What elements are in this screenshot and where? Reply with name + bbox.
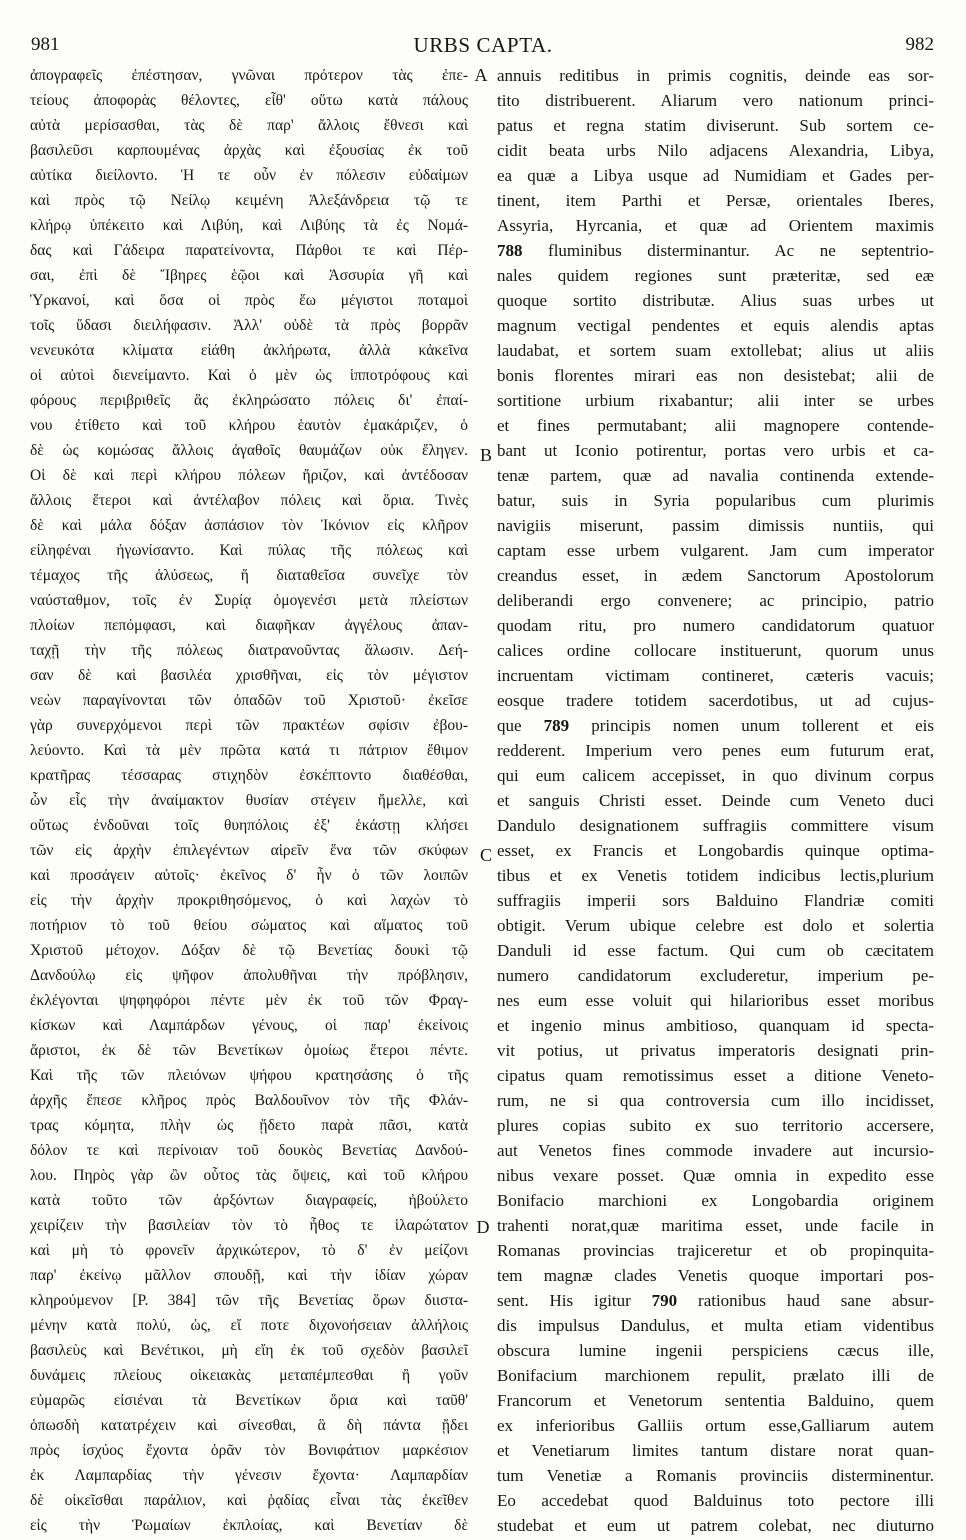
greek-line: κληρούμενον [P. 384] τῶν τῆς Βενετίας ὅρων διιστα- bbox=[30, 1292, 468, 1309]
greek-line: αὐτίκα διείλοντο. Ἡ τε οὖν ἐν πόλεσιν εὐδαίμων bbox=[30, 167, 468, 184]
latin-line: annuis reditibus in primis cognitis, deinde eas sor- bbox=[497, 66, 934, 85]
latin-line: tem magnæ clades Venetis quoque importari pos- bbox=[497, 1266, 934, 1285]
greek-line: αὐτὰ μερίσασθαι, τὰς δὲ παρ' ἄλλοις ἔθνεσι καὶ bbox=[30, 117, 468, 134]
line-segment: principis nomen unum tollerent et eis bbox=[569, 716, 934, 735]
latin-line: eosque tradere totidem sacerdotibus, ut ad cujus- bbox=[497, 691, 934, 710]
latin-line: et fines permutabant; alii magnopere contende- bbox=[497, 416, 934, 435]
greek-line: λου. Πηρὸς γὰρ ὢν οὗτος τὰς ὄψεις, καὶ τοῦ κλήρου bbox=[30, 1167, 468, 1184]
latin-line: bant ut Iconio potirentur, portas vero urbis et ca- bbox=[497, 441, 934, 460]
column-number-right: 982 bbox=[905, 34, 934, 55]
latin-line bbox=[497, 1288, 934, 1313]
latin-line bbox=[497, 238, 934, 263]
latin-line: deliberandi ergo convenere; ac principio, patrio bbox=[497, 591, 934, 610]
line-segment: que bbox=[497, 716, 544, 735]
greek-line: Δανδούλῳ εἰς ψῆφον ἀπολυθῆναι τὴν πρόβλησιν, bbox=[30, 967, 468, 984]
greek-line: οἱ αὐτοὶ διενείμαντο. Καὶ ὁ μὲν ὡς ἱπποτρόφους καὶ bbox=[30, 367, 468, 384]
greek-line: δὲ καὶ μάλα δόξαν ἀσπάσιον τὸν Ἰκόνιον εἰς κλῆρον bbox=[30, 517, 468, 534]
greek-line: τέμαχος τῆς ἁλύσεως, ἥ διαταθεῖσα συνεῖχε τὸν bbox=[30, 567, 468, 584]
greek-line: κατὰ τοῦτο τῶν ἀρξόντων διαγραφείς, ἠβούλετο bbox=[30, 1192, 468, 1209]
latin-line: nales quidem regiones sunt præteritæ, sed eæ bbox=[497, 266, 934, 285]
greek-line: σαι, ἐπὶ δὲ Ἴβηρες ἑῷοι καὶ Ἀσσυρία γῆ καὶ bbox=[30, 267, 468, 284]
latin-line: laudabat, et sortem suam extollebat; alius ut aliis bbox=[497, 341, 934, 360]
latin-line: et Venetiarum limites tantum distare norat quan- bbox=[497, 1441, 934, 1460]
greek-line: καὶ πρὸς τῷ Νείλῳ κειμένη Ἀλεξάνδρεια τῷ τε bbox=[30, 192, 468, 209]
latin-line: vit potius, ut privatus imperatoris designati prin- bbox=[497, 1041, 934, 1060]
greek-line: πλοίων πεπόμφασι, καὶ διαφῆκαν ἀγγέλους ἀπαν- bbox=[30, 617, 468, 634]
latin-line: incruentam victimam contineret, cæteris vacuis; bbox=[497, 666, 934, 685]
greek-line: ἀρχῆς ἔπεσε κλῆρος πρὸς Βαλδουῖνον τὸν τῆς Φλάν- bbox=[30, 1092, 468, 1109]
latin-line: rum, ne si qua controversia cum illo incidisset, bbox=[497, 1091, 934, 1110]
greek-line: τοῖς ὕδασι διειλήφασιν. Ἀλλ' οὐδὲ τὰ πρὸς βορρᾶν bbox=[30, 317, 468, 334]
margin-letter-b: B bbox=[479, 445, 492, 465]
latin-line: Bonifacium marchionem repulit, prælato illi de bbox=[497, 1366, 934, 1385]
greek-line: κίσκων καὶ Λαμπάρδων γένους, οἱ παρ' ἐκείνοις bbox=[30, 1017, 468, 1034]
latin-line: quodam ritu, pro numero candidatorum quatuor bbox=[497, 616, 934, 635]
column-number-left: 981 bbox=[31, 34, 60, 55]
margin-letter-d: D bbox=[476, 1217, 490, 1237]
latin-line: tibus et ex Venetis totidem indicibus lectis,plurium bbox=[497, 866, 934, 885]
greek-line: τῶν εἰς ἀρχὴν ἐπιλεγέντων αἱρεῖν ἕνα τῶν σκύφων bbox=[30, 842, 468, 859]
margin-column-number: 790 bbox=[651, 1291, 678, 1310]
greek-line: μένην κατὰ πολύ, ὡς, εἴ ποτε διχονοήσειαν ἀλλήλοις bbox=[30, 1317, 468, 1334]
greek-line: ὧν εἷς τὴν ἀναίμακτον θυσίαν στέγειν ἤμελλε, καὶ bbox=[30, 792, 468, 809]
greek-line: τρας κόμητα, πλὴν ὡς ᾔδετο παρὰ πᾶσι, κατὰ bbox=[30, 1117, 468, 1134]
latin-line: obtigit. Verum ubique celebre est dolo et solertia bbox=[497, 916, 934, 935]
greek-line: τείους ἀποφορὰς θέλοντες, εἶθ' οὕτω κατὰ πάλους bbox=[30, 92, 468, 109]
margin-letter-a: A bbox=[474, 65, 488, 85]
greek-line: νου ἐτίθετο καὶ τοῦ κλήρου ἑαυτὸν ἐμακάριζεν, ὁ bbox=[30, 417, 468, 434]
latin-line: tito distribuerent. Aliarum vero nationum princi- bbox=[497, 91, 934, 110]
greek-line: Χριστοῦ μέτοχον. Δόξαν δὲ τῷ Βενετίας δουκὶ τῷ bbox=[30, 942, 468, 959]
latin-line: navigiis miserunt, passim dimissis nuntiis, qui bbox=[497, 516, 934, 535]
greek-line: παρ' ἐκείνῳ μᾶλλον σπουδῇ, καὶ τὴν ἰδίαν χώραν bbox=[30, 1267, 468, 1284]
latin-line: ex inferioribus Galliis ortum esse,Galliarum autem bbox=[497, 1416, 934, 1435]
greek-line: δὲ οἰκεῖσθαι παράλιον, καὶ ῥᾳδίας εἶναι τὰς ἐκεῖθεν bbox=[30, 1492, 468, 1509]
greek-line: Καὶ τῆς τῶν πλειόνων ψήφου κρατησάσης ὁ τῆς bbox=[30, 1067, 468, 1084]
greek-line: βασιλεῦσι καρπουμένας ἀρχὰς καὶ ἐξουσίας ἐκ τοῦ bbox=[30, 142, 468, 159]
latin-line: tum Venetiæ a Romanis provinciis disterminentur. bbox=[497, 1466, 934, 1485]
greek-line: λεύοντο. Καὶ τὰ μὲν πρῶτα κατά τι πάτριον ἔθιμον bbox=[30, 742, 468, 759]
greek-line: ποτήριον τὸ τοῦ θείου σώματος καὶ αἵματος τοῦ bbox=[30, 917, 468, 934]
greek-line: κλήρῳ ὑπέκειτο καὶ Λιβύη, καὶ Λιβύης τὰ ἐς Νομά- bbox=[30, 217, 468, 234]
latin-line: esset, ex Francis et Longobardis quinque optima- bbox=[497, 841, 934, 860]
greek-line: οὕτως ἐνδοῦναι τοῖς θυηπόλοις ἐξ' ἑκάστῃ κλήσει bbox=[30, 817, 468, 834]
greek-line: ναύσταθμον, τοῖς ἐν Συρίᾳ ὁμογενέσι μετὰ πλείστων bbox=[30, 592, 468, 609]
greek-line: εἰς τὴν ἀρχὴν προκριθησόμενος, ὁ καὶ λαχὼν τὸ bbox=[30, 892, 468, 909]
greek-line: εἰληφέναι ἠγωνίσαντο. Καὶ πύλας τῆς πόλεως καὶ bbox=[30, 542, 468, 559]
latin-line: sortitione urbium rixabantur; alii inter se urbes bbox=[497, 391, 934, 410]
latin-line: Romanas provincias trajiceretur et ob propinquita- bbox=[497, 1241, 934, 1260]
margin-column-number: 788 bbox=[497, 241, 523, 260]
greek-line: σαν δὲ καὶ βασιλέα χρισθῆναι, εἰς τὸν μέγιστον bbox=[30, 667, 468, 684]
latin-text-column bbox=[497, 63, 934, 1538]
latin-line: magnum vectigal pendentes et equis alendis aptas bbox=[497, 316, 934, 335]
latin-line: tenæ partem, quæ ad navalia continenda extende- bbox=[497, 466, 934, 485]
greek-line: Οἱ δὲ καὶ περὶ κλήρου πόλεων ἤριζον, καὶ ἀντέδοσαν bbox=[30, 467, 468, 484]
greek-line: καὶ προσάγειν αὐτοῖς· ἐκεῖνος δ' ἦν ὁ τῶν λοιπῶν bbox=[30, 867, 468, 884]
latin-line: bonis florentes mirari eas non desistebat; alii de bbox=[497, 366, 934, 385]
latin-line: et sanguis Christi esset. Deinde cum Veneto duci bbox=[497, 791, 934, 810]
greek-line: ἀπογραφεῖς ἐπέστησαν, γνῶναι πρότερον τὰς ἐπε- bbox=[30, 67, 468, 84]
latin-line: Eo accedebat quod Balduinus toto pectore illi bbox=[497, 1491, 934, 1510]
latin-line: captam esse urbem vulgarent. Jam cum imperator bbox=[497, 541, 934, 560]
greek-line: ὁπωσδὴ κατατρέχειν καὶ σίνεσθαι, ἃ δὴ πάντα ᾔδει bbox=[30, 1417, 468, 1434]
latin-line: trahenti norat,quæ maritima esset, unde facile in bbox=[497, 1216, 934, 1235]
margin-column-number: 789 bbox=[543, 716, 570, 735]
greek-line: δυνάμεις πλείους οἰκειακὰς μεταπέμπεσθαι ἢ γοῦν bbox=[30, 1367, 468, 1384]
greek-line: δόλον τε καὶ περίνοιαν τοῦ δουκὸς Βενετίας Δανδού- bbox=[30, 1142, 468, 1159]
latin-line: Francorum et Venetorum sententia Balduino, quem bbox=[497, 1391, 934, 1410]
latin-line: numero candidatorum excluderetur, imperium pe- bbox=[497, 966, 934, 985]
latin-line: suffragiis imperii sors Balduino Flandriæ comiti bbox=[497, 891, 934, 910]
greek-line: δας καὶ Γάδειρα παρατείνοντα, Πάρθοι τε καὶ Πέρ- bbox=[30, 242, 468, 259]
latin-line: plures copias subito ex suo territorio accersere, bbox=[497, 1116, 934, 1135]
line-segment: sent. His igitur bbox=[497, 1291, 652, 1310]
greek-line: εἰς τὴν Ῥωμαίων ἐκπλοίας, καὶ Βενετίαν δὲ bbox=[30, 1517, 468, 1534]
running-title: URBS CAPTA. bbox=[413, 33, 553, 57]
greek-line: ταχῇ τὴν τῆς πόλεως διατρανοῦντας ἅλωσιν. Δεή- bbox=[30, 642, 468, 659]
latin-line: obscura lumine ingenii perspiciens cæcus ille, bbox=[497, 1341, 934, 1360]
greek-line: βασιλεὺς καὶ Βενέτικοι, μὴ εἴη ἐκ τοῦ σχεδὸν βασιλεῖ bbox=[30, 1342, 468, 1359]
latin-line: batur, suis in Syria popularibus cum plurimis bbox=[497, 491, 934, 510]
greek-line: καὶ μὴ τὸ φρονεῖν ἀρχικώτερον, τὸ δ' ἐν μείζονι bbox=[30, 1242, 468, 1259]
greek-line: ἄλλοις ἕτεροι καὶ ἀντέλαβον πόλεις καὶ ὅρια. Τινὲς bbox=[30, 492, 468, 509]
latin-line: et ingenio minus ambitioso, quanquam id specta- bbox=[497, 1016, 934, 1035]
latin-line: ea quæ a Libya usque ad Numidiam et Gades per- bbox=[497, 166, 934, 185]
latin-line: qui eum calicem accepisset, in quo divinum corpus bbox=[497, 766, 934, 785]
line-segment: fluminibus disterminantur. Ac ne septentrio- bbox=[522, 241, 934, 260]
latin-line: Danduli id esse factum. Qui cum ob cæcitatem bbox=[497, 941, 934, 960]
greek-line: γὰρ συνερχόμενοι περὶ τῶν πρακτέων σφίσιν ἐβου- bbox=[30, 717, 468, 734]
greek-line: δὲ ὡς κομώσας ἄλλοις ἀγαθοῖς θαυμάζων οὐκ ἔληγεν. bbox=[30, 442, 468, 459]
latin-line bbox=[497, 713, 934, 738]
latin-line: nes eum esse voluit qui hilarioribus esset moribus bbox=[497, 991, 934, 1010]
greek-line: πρὸς ἰσχύος ἔχοντα ὁρᾶν τὸν Βονιφάτιον μαρκέσιον bbox=[30, 1442, 468, 1459]
line-segment: rationibus haud sane absur- bbox=[677, 1291, 934, 1310]
latin-line: patus et regna statim diviserunt. Sub sortem ce- bbox=[497, 116, 934, 135]
latin-line: quoque sortito distributæ. Alius suas urbes ut bbox=[497, 291, 934, 310]
latin-line: Assyria, Hyrcania, et quæ ad Orientem maximis bbox=[497, 216, 934, 235]
latin-line: cidit beata urbs Nilo adjacens Alexandria, Libya, bbox=[497, 141, 934, 160]
greek-line: νενευκότα κλίματα εἰάθη ἀκλήρωτα, ἀλλὰ κἀκεῖνα bbox=[30, 342, 468, 359]
latin-line: nibus vexare posset. Quæ omnia in expedito esse bbox=[497, 1166, 934, 1185]
latin-line: creandus esset, in ædem Sanctorum Apostolorum bbox=[497, 566, 934, 585]
latin-line: studebat et eum ut patrem colebat, nec diuturno bbox=[497, 1516, 934, 1535]
latin-line: calices ordine collocare instituerunt, quorum unus bbox=[497, 641, 934, 660]
latin-line: aut Venetos fines commode invadere aut incursio- bbox=[497, 1141, 934, 1160]
latin-line: dis impulsus Dandulus, et multa etiam videntibus bbox=[497, 1316, 934, 1335]
greek-line: νεὼν παραγίνονται τῶν ὀπαδῶν τοῦ Χριστοῦ· ἐκεῖσε bbox=[30, 692, 468, 709]
latin-line: tinent, item Parthi et Persæ, orientales Iberes, bbox=[497, 191, 934, 210]
greek-line: χειρίζειν τὴν βασιλείαν τὸν τὸ ἦθος τε ἱλαρώτατον bbox=[30, 1217, 468, 1234]
latin-line: cipatus quam remotissimus esset a ditione Veneto- bbox=[497, 1066, 934, 1085]
greek-line: φόρους περιβριθεῖς ἃς ἐκληρώσατο πόλεις δι' ἐπαί- bbox=[30, 392, 468, 409]
latin-line: Dandulo designationem suffragiis committere visum bbox=[497, 816, 934, 835]
latin-line: redderent. Imperium vero penes eum futurum erat, bbox=[497, 741, 934, 760]
greek-line: Ὑρκανοί, καὶ ὅσα οἱ πρὸς ἕω μέγιστοι ποταμοὶ bbox=[30, 292, 468, 309]
greek-line: ἐκλέγονται ψηφηφόροι πέντε μὲν ἐκ τοῦ τῶν Φραγ- bbox=[30, 992, 468, 1009]
greek-line: ἄριστοι, ἐκ δὲ τῶν Βενετίκων ὁμοίως ἕτεροι πέντε. bbox=[30, 1042, 468, 1059]
greek-line: ἐκ Λαμπαρδίας τὴν γένεσιν ἔχοντα· Λαμπαρδίαν bbox=[30, 1467, 468, 1484]
latin-line: Bonifacio marchioni ex Longobardia originem bbox=[497, 1191, 934, 1210]
greek-text-column bbox=[30, 63, 468, 1538]
margin-letter-c: C bbox=[479, 845, 492, 865]
greek-line: εὐμαρῶς εἰσιέναι τὰ Βενετίκων ὅρια καὶ ταῦθ' bbox=[30, 1392, 468, 1409]
greek-line: κρατῆρας τέσσαρας στιχηδὸν ἐσκέπτοντο διαθέσθαι, bbox=[30, 767, 468, 784]
